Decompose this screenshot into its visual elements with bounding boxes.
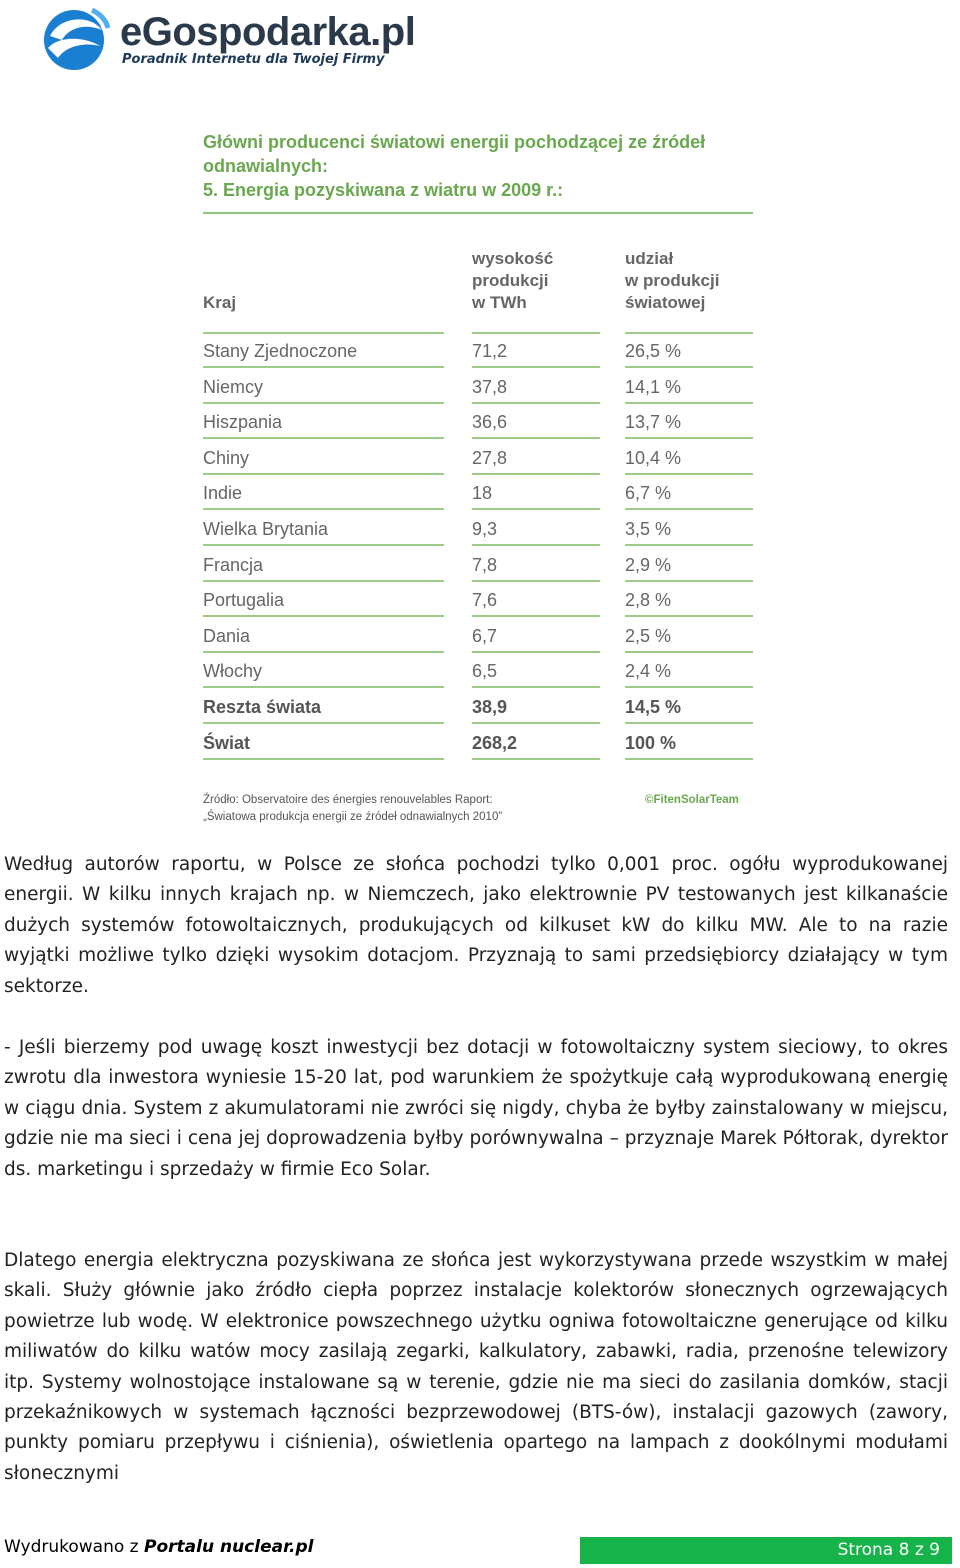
production-cell: 6,5 xyxy=(472,661,498,682)
footer-portal-link[interactable]: Portalu nuclear.pl xyxy=(144,1537,314,1557)
logo-tagline: Poradnik Internetu dla Twojej Firmy xyxy=(122,52,385,67)
row-rule xyxy=(472,508,600,510)
row-rule xyxy=(472,615,600,617)
row-rule xyxy=(625,544,753,546)
table-row xyxy=(203,696,753,732)
row-rule xyxy=(472,651,600,653)
row-rule xyxy=(203,366,444,368)
production-cell: 36,6 xyxy=(472,412,508,433)
row-rule xyxy=(203,437,444,439)
production-cell: 27,8 xyxy=(472,447,508,468)
country-cell: Chiny xyxy=(203,447,250,468)
page-number: Strona 8 z 9 xyxy=(837,1540,940,1560)
table-row xyxy=(203,482,753,518)
share-cell: 6,7 % xyxy=(625,483,672,504)
table-row xyxy=(203,518,753,554)
column-header-share-line2: w produkcji xyxy=(625,271,720,290)
infographic-subtitle: 5. Energia pozyskiwana z wiatru w 2009 r.: xyxy=(203,180,564,200)
table-row xyxy=(203,447,753,483)
source-note xyxy=(203,792,502,826)
row-rule xyxy=(625,437,753,439)
production-cell: 268,2 xyxy=(472,732,518,753)
share-cell: 2,5 % xyxy=(625,625,672,646)
share-cell: 14,5 % xyxy=(625,697,682,717)
footer-print-note xyxy=(4,1537,314,1557)
row-rule xyxy=(203,580,444,582)
row-rule xyxy=(472,473,600,475)
share-cell: 100 % xyxy=(625,732,677,753)
row-rule xyxy=(203,402,444,404)
paragraph-3: Dlatego energia elektryczna pozyskiwana ze słońca jest wykorzystywana przede wszystkim w małej skali. Służy głównie jako źródło ciepła poprzez instalacje kolektorów słonecznych ogrzewających powietrze lub wodę. W elektronice powszechnego użytku ogniwa fotowoltaiczne generujące od kilku miliwatów do kilku watów mocy zasilają zegarki, kalkulatory, zabawki, radia, przenośne telewizory itp. Systemy wolnostojące instalowane są w terenie, gdzie nie ma sieci do zasilania domków, stacji przekaźnikowych w systemach łączności bezprzewodowej (BTS-ów), instalacji gazowych (zawory, punkty pomiaru przepływu i ciśnienia), oświetlenia opartego na lampach z dookólnymi modułami słonecznymi xyxy=(4,1250,948,1484)
row-rule xyxy=(203,686,444,688)
column-header-production-line3: w TWh xyxy=(472,293,527,312)
share-cell: 13,7 % xyxy=(625,412,682,433)
table-row xyxy=(203,340,753,376)
row-rule xyxy=(203,651,444,653)
country-cell: Wielka Brytania xyxy=(203,519,329,539)
production-cell: 9,3 xyxy=(472,519,498,539)
row-rule xyxy=(203,758,444,760)
row-rule xyxy=(625,722,753,724)
row-rule xyxy=(625,402,753,404)
row-rule xyxy=(203,544,444,546)
source-line2: „Światowa produkcja energii ze źródeł odnawialnych 2010” xyxy=(203,811,503,823)
country-cell: Dania xyxy=(203,625,251,646)
country-cell: Hiszpania xyxy=(203,412,283,433)
column-header-production-line1: wysokość xyxy=(472,249,554,268)
country-cell: Portugalia xyxy=(203,590,285,611)
row-rule xyxy=(625,508,753,510)
row-rule xyxy=(625,473,753,475)
row-rule xyxy=(625,615,753,617)
country-cell: Włochy xyxy=(203,661,263,682)
row-rule xyxy=(203,722,444,724)
footer-printed-prefix: Wydrukowano z xyxy=(4,1537,139,1557)
row-rule xyxy=(203,473,444,475)
header-rule xyxy=(472,332,600,334)
paragraph-2: - Jeśli bierzemy pod uwagę koszt inwestycji bez dotacji w fotowoltaiczny system sieciowy, to okres zwrotu dla inwestora wyniesie 15-20 lat, pod warunkiem że spożytkuje całą wyprodukowaną energię w ciągu dnia. System z akumulatorami nie zwróci się nigdy, chyba że byłby zainstalowany w miejscu, gdzie nie ma sieci i cena jej doprowadzenia byłby porównywalna – przyznaje Marek Półtorak, dyrektor ds. marketingu i sprzedaży w firmie Eco Solar. xyxy=(4,1037,948,1180)
column-header-production-line2: produkcji xyxy=(472,271,549,290)
table-row xyxy=(203,411,753,447)
production-cell: 71,2 xyxy=(472,341,508,361)
country-cell: Niemcy xyxy=(203,376,264,397)
footer-page-bar xyxy=(580,1537,952,1564)
table-row xyxy=(203,660,753,696)
country-cell: Świat xyxy=(203,732,251,753)
image-credit: ©FitenSolarTeam xyxy=(645,794,739,806)
share-cell: 14,1 % xyxy=(625,376,682,397)
table-row xyxy=(203,625,753,661)
row-rule xyxy=(625,366,753,368)
row-rule xyxy=(472,686,600,688)
infographic-title-line2: odnawialnych: xyxy=(203,156,329,176)
row-rule xyxy=(472,722,600,724)
row-rule xyxy=(472,366,600,368)
column-header-share-line1: udział xyxy=(625,249,674,268)
country-cell: Stany Zjednoczone xyxy=(203,341,358,361)
title-divider xyxy=(203,212,753,214)
header-rule xyxy=(203,332,444,334)
paragraph-1: Według autorów raportu, w Polsce ze słońca pochodzi tylko 0,001 proc. ogółu wyprodukowanej energii. W kilku innych krajach np. w Niemczech, jako elektrownie PV testowanych jest kilkanaście dużych systemów fotowoltaicznych, produkujących od kilkuset kW do kilku MW. Ale to na razie wyjątki możliwe tylko dzięki wysokim dotacjom. Przyznają to sami przedsiębiorcy działający w tym sektorze. xyxy=(4,854,948,997)
row-rule xyxy=(625,580,753,582)
row-rule xyxy=(625,651,753,653)
egospodarka-logo[interactable] xyxy=(40,6,460,76)
share-cell: 2,8 % xyxy=(625,590,672,611)
row-rule xyxy=(472,402,600,404)
row-rule xyxy=(472,580,600,582)
share-cell: 26,5 % xyxy=(625,341,682,361)
production-cell: 18 xyxy=(472,483,493,504)
share-cell: 2,4 % xyxy=(625,661,672,682)
country-cell: Indie xyxy=(203,483,243,504)
header-rule xyxy=(625,332,753,334)
production-cell: 6,7 xyxy=(472,625,498,646)
table-row xyxy=(203,589,753,625)
production-cell: 7,6 xyxy=(472,590,498,611)
share-cell: 10,4 % xyxy=(625,447,682,468)
source-line1: Źródło: Observatoire des énergies renouvelables Raport: xyxy=(203,794,493,806)
production-cell: 38,9 xyxy=(472,697,508,717)
column-header-share-line3: światowej xyxy=(625,293,706,312)
wind-swirl-logo-icon xyxy=(40,6,110,72)
row-rule xyxy=(625,686,753,688)
column-header-country: Kraj xyxy=(203,293,237,312)
production-cell: 37,8 xyxy=(472,376,508,397)
infographic-title-line1: Główni producenci światowi energii pochodzącej ze źródeł xyxy=(203,132,706,152)
country-cell: Reszta świata xyxy=(203,697,322,717)
production-cell: 7,8 xyxy=(472,554,498,575)
share-cell: 3,5 % xyxy=(625,519,672,539)
share-cell: 2,9 % xyxy=(625,554,672,575)
row-rule xyxy=(203,615,444,617)
table-row xyxy=(203,376,753,412)
table-row xyxy=(203,732,753,768)
country-cell: Francja xyxy=(203,554,264,575)
logo-text: eGospodarka.pl xyxy=(120,10,416,54)
row-rule xyxy=(625,758,753,760)
row-rule xyxy=(472,544,600,546)
column-header-share xyxy=(625,248,719,314)
table-row xyxy=(203,554,753,590)
row-rule xyxy=(472,437,600,439)
row-rule xyxy=(203,508,444,510)
row-rule xyxy=(472,758,600,760)
column-header-production xyxy=(472,248,553,314)
wind-energy-infographic xyxy=(203,130,753,753)
